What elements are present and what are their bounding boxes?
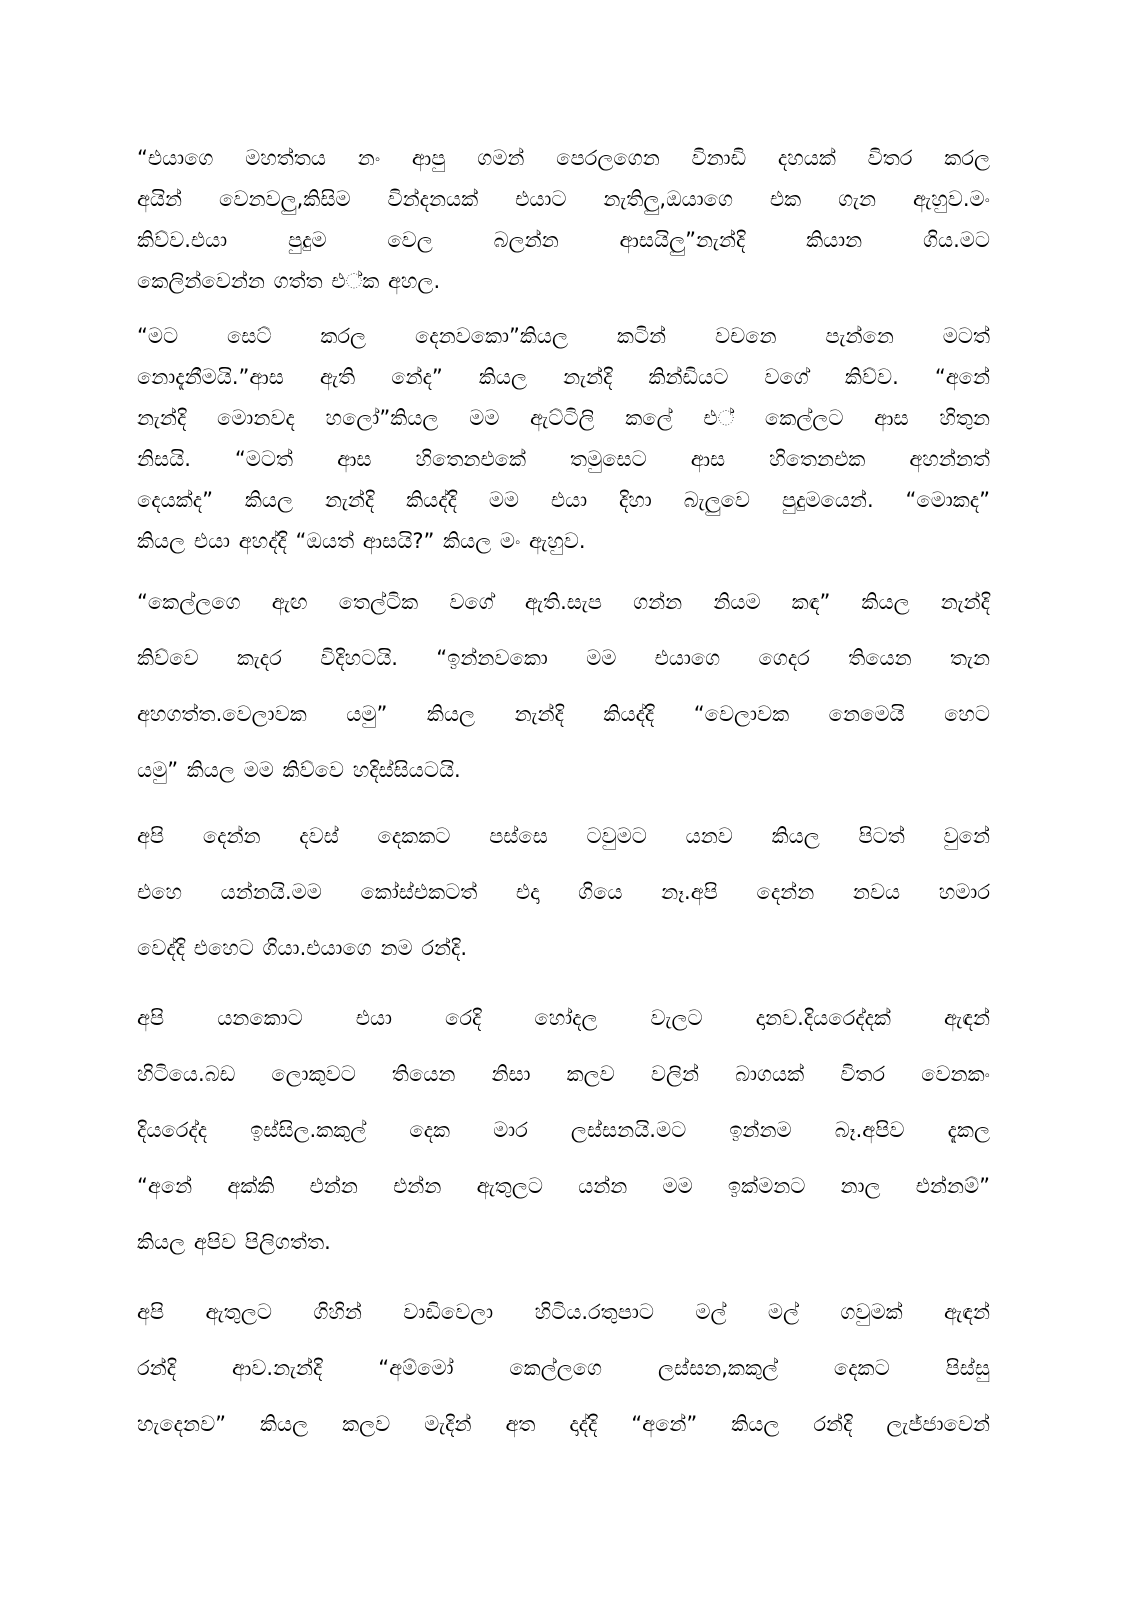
text-line: යමු” කියල මම කිව්වෙ හදිස්සියටයි. [137, 758, 461, 782]
text-line: කිව්වෙ කැදර විදිහටයි. “ඉන්නවකො මම එයාගෙ ගෙදර තියෙන තැන [137, 646, 990, 670]
text-line: හිටියෙ.බඩ ලොකුවට තියෙන නිසා කලව වලින් බාගයක් විතර වෙනකං [137, 1062, 990, 1086]
paragraph-1 [137, 138, 990, 302]
text-line: වෙද්දි එහෙට ගියා.එයාගෙ නම රන්දි. [137, 936, 468, 960]
text-line: කෙලින්වෙන්න ගත්ත එ්ක අහල. [137, 269, 441, 293]
text-line: හැදෙනව” කියල කලව මැදින් අත දාද්දි “අනේ” කියල රන්දි ලැජ්ජාවෙන් [137, 1412, 990, 1436]
paragraph-3 [137, 574, 990, 798]
text-line: අපි දෙන්න දවස් දෙකකට පස්සෙ ටවුමට යනව කියල පිටත් වුනේ [137, 824, 990, 848]
text-line: අයින් වෙනවලු,කිසිම වින්දනයක් එයාට නැතිලු,ඔයාගෙ එක ගැන ඇහුව.මං [137, 187, 990, 211]
text-line: කියල අපිව පිලිගත්ත. [137, 1230, 331, 1254]
text-line: එහෙ යන්නයි.මම කෝස්එකටත් එදා ගියෙ නෑ.අපි දෙන්න නවය හමාර [137, 880, 990, 904]
text-line: “මට සෙට් කරල දෙනවකො”කියල කටින් වචනෙ පැන්නෙ මටත් [137, 324, 990, 348]
text-line: නොදැනීමයි.”ආස ඇති නේද” කියල නැන්දි කින්ඩියට වගේ කිව්ව. “අනේ [137, 365, 990, 389]
text-line: දෙයක්ද” කියල නැන්දි කියද්දි මම එයා දිහා බැලුවෙ පුදුමයෙන්. “මොකද” [137, 488, 990, 512]
text-line: කිව්ව.එයා පුදුම වෙල බලන්න ආසයිලු”නැන්දි කියාන ගිය.මට [137, 228, 990, 252]
text-line: “අනේ අක්කි එන්න එන්න ඇතුලට යන්න මම ඉක්මනට නාල එන්නම්” [137, 1174, 990, 1198]
text-line: නිසයි. “මටත් ආස හිතෙනඑකේ තමුසෙට ආස හිතෙනඑක අහන්නත් [137, 447, 990, 471]
text-line: කියල එයා අහද්දි “ඔයත් ආසයි?” කියල මං ඇහුව. [137, 529, 586, 553]
text-line: රන්දි ආව.නැන්දි “අම්මෝ කෙල්ලගෙ ලස්සන,කකුල් දෙකට පිස්සු [137, 1356, 990, 1380]
paragraph-4 [137, 808, 990, 976]
paragraph-5 [137, 990, 990, 1270]
text-line: අපි ඇතුලට ගිහින් වාඩිවෙලා හිටිය.රතුපාට මල් මල් ගවුමක් ඇඳන් [137, 1300, 990, 1324]
text-line: අපි යනකොට එයා රෙදි හෝදල වැලට දානව.දියරෙද්දක් ඇඳන් [137, 1006, 990, 1030]
text-line: අහගත්ත.වෙලාවක යමු” කියල නැන්දි කියද්දි “වෙලාවක නෙමෙයි හෙට [137, 702, 990, 726]
text-line: නැන්දි මොනවද හලෝ”කියල මම ඇට්ටිලි කලේ එ් කෙල්ලට ආස හිතුන [137, 406, 990, 430]
text-line: දියරෙද්ද ඉස්සිල.කකුල් දෙක මාර ලස්සනයි.මට ඉන්නම බෑ.අපිව දැකල [137, 1118, 990, 1142]
body-text [137, 138, 990, 1470]
text-line: “කෙල්ලගෙ ඇඟ තෙල්ටික වගේ ඇති.සැප ගන්න නියම කඳ” කියල නැන්දි [137, 590, 990, 614]
text-line: “එයාගෙ මහත්තය නං ආපු ගමන් පෙරලගෙන විනාඩි දහයක් විතර කරල [137, 146, 990, 170]
paragraph-6 [137, 1284, 990, 1452]
paragraph-2 [137, 316, 990, 562]
